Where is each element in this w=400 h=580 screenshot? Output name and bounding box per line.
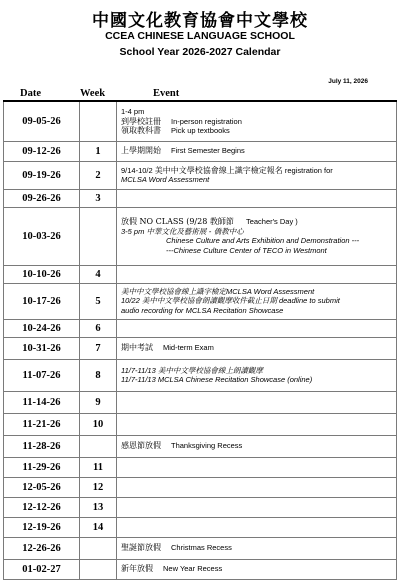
row-event (117, 161, 397, 189)
row-event (117, 319, 397, 337)
row-event (117, 457, 397, 477)
row-week (80, 559, 117, 579)
event-line (121, 117, 396, 127)
event-line (121, 107, 396, 117)
row-week: 6 (80, 319, 117, 337)
row-event (117, 283, 397, 319)
event-line (121, 564, 396, 574)
calendar-row (4, 477, 397, 497)
event-text: MCLSA Chinese Recitation Showcase (online) (157, 375, 313, 384)
row-week: 4 (80, 265, 117, 283)
event-line (121, 146, 396, 156)
event-line (121, 543, 396, 553)
row-event (117, 359, 397, 391)
event-chinese-text: 聖誕節放假 (121, 543, 161, 553)
row-week: 5 (80, 283, 117, 319)
calendar-row (4, 283, 397, 319)
event-english-text: Thanksgiving Recess (171, 441, 243, 451)
row-event (117, 101, 397, 141)
event-line (121, 175, 396, 185)
event-chinese-text: 期中考試 (121, 343, 153, 353)
event-date-prefix: 9/14-10/2 (121, 165, 155, 175)
row-date: 12-05-26 (4, 477, 80, 497)
calendar-row (4, 517, 397, 537)
event-date-prefix: 11/7-11/13 (121, 365, 158, 375)
event-line (121, 441, 396, 451)
row-week: 3 (80, 189, 117, 207)
row-date: 09-12-26 (4, 141, 80, 161)
column-headers (0, 88, 400, 100)
calendar-row (4, 559, 397, 579)
event-line (121, 217, 396, 227)
event-text: Chinese Culture and Arts Exhibition and Demonstration --- (166, 236, 360, 245)
row-week: 13 (80, 497, 117, 517)
event-chinese-text: 放假 NO CLASS (9/28 教師節 (121, 217, 234, 226)
week-column-header: Week (80, 88, 106, 99)
event-chinese-text: 美中中文學校協會線上識字檢定 (121, 286, 226, 296)
row-week (80, 101, 117, 141)
event-chinese-text: 到學校註冊 (121, 116, 161, 126)
calendar-row (4, 207, 397, 265)
row-date: 11-21-26 (4, 413, 80, 435)
event-chinese-text: 中華文化及藝術展 - 僑教中心 (146, 226, 244, 236)
event-english-text: Teacher's Day ) (243, 217, 298, 226)
calendar-row (4, 337, 397, 359)
calendar-table (3, 100, 397, 580)
event-chinese-text: 美中中文學校協會線上朗讀觀摩 (157, 365, 263, 375)
row-week: 14 (80, 517, 117, 537)
event-english-text: In-person registration (171, 116, 242, 126)
event-date-prefix: 3-5 pm (121, 226, 147, 236)
row-date: 11-29-26 (4, 457, 80, 477)
row-event (117, 189, 397, 207)
event-line (121, 366, 396, 376)
event-english-text: First Semester Begins (171, 146, 245, 156)
calendar-row (4, 161, 397, 189)
date-column-header: Date (20, 88, 41, 99)
event-line (121, 296, 396, 306)
row-event (117, 337, 397, 359)
row-date: 10-17-26 (4, 283, 80, 319)
row-date: 09-05-26 (4, 101, 80, 141)
event-chinese-text: 上學期開始 (121, 146, 161, 156)
row-date: 10-03-26 (4, 207, 80, 265)
row-date: 11-28-26 (4, 435, 80, 457)
row-event (117, 517, 397, 537)
row-date: 12-26-26 (4, 537, 80, 559)
event-line (121, 227, 396, 237)
school-title-chinese: 中國文化教育協會中文學校 (92, 11, 308, 31)
row-event (117, 435, 397, 457)
calendar-row (4, 457, 397, 477)
row-week (80, 537, 117, 559)
event-text: audio recording for MCLSA Recitation Showcase (121, 305, 284, 315)
event-chinese-text: 美中中文學校協會朗讀觀摩收件截止日期 (141, 296, 277, 306)
row-date: 12-12-26 (4, 497, 80, 517)
row-event (117, 265, 397, 283)
row-date: 01-02-27 (4, 559, 80, 579)
row-date: 12-19-26 (4, 517, 80, 537)
event-date-prefix: 10/22 (121, 296, 142, 306)
calendar-row (4, 189, 397, 207)
calendar-row (4, 359, 397, 391)
event-english-text: Pick up textbooks (171, 126, 230, 135)
row-week (80, 207, 117, 265)
event-line (121, 375, 396, 385)
row-date: 10-24-26 (4, 319, 80, 337)
row-date: 10-10-26 (4, 265, 80, 283)
event-line (121, 126, 396, 136)
calendar-row (4, 435, 397, 457)
event-text: 1-4 pm (121, 107, 145, 116)
row-event (117, 537, 397, 559)
row-week: 9 (80, 391, 117, 413)
calendar-row (4, 391, 397, 413)
row-event (117, 141, 397, 161)
row-week: 11 (80, 457, 117, 477)
calendar-row (4, 141, 397, 161)
row-date: 09-19-26 (4, 161, 80, 189)
event-column-header: Event (153, 88, 180, 99)
event-line (121, 306, 396, 316)
event-english-text: Christmas Recess (171, 543, 232, 553)
row-week (80, 435, 117, 457)
row-date: 10-31-26 (4, 337, 80, 359)
row-event (117, 477, 397, 497)
event-line (121, 166, 396, 176)
row-date: 11-07-26 (4, 359, 80, 391)
calendar-subtitle: School Year 2026-2027 Calendar (119, 46, 281, 58)
revision-date: July 11, 2026 (328, 78, 368, 85)
event-english-text: registration for (282, 165, 333, 175)
event-english-text: MCLSA Word Assessment (226, 286, 315, 296)
row-week: 2 (80, 161, 117, 189)
row-event (117, 559, 397, 579)
event-english-text: New Year Recess (163, 564, 223, 574)
calendar-row (4, 319, 397, 337)
event-english-text: deadline to submit (276, 296, 340, 306)
event-line (121, 287, 396, 297)
event-chinese-text: 感恩節放假 (121, 441, 161, 451)
calendar-row (4, 537, 397, 559)
event-english-text: Mid-term Exam (163, 343, 214, 353)
school-title-english: CCEA CHINESE LANGUAGE SCHOOL (105, 30, 295, 42)
row-event (117, 391, 397, 413)
calendar-row (4, 101, 397, 141)
row-week: 7 (80, 337, 117, 359)
event-date-prefix: 11/7-11/13 (121, 375, 158, 384)
row-week: 12 (80, 477, 117, 497)
event-chinese-text: 美中中文學校協會線上識字檢定報名 (154, 165, 283, 175)
event-line (121, 246, 396, 256)
event-chinese-text: 新年放假 (121, 564, 153, 574)
event-line (121, 343, 396, 353)
row-date: 11-14-26 (4, 391, 80, 413)
row-week: 1 (80, 141, 117, 161)
row-week: 10 (80, 413, 117, 435)
calendar-row (4, 413, 397, 435)
row-event (117, 207, 397, 265)
event-line (121, 236, 396, 246)
row-date: 09-26-26 (4, 189, 80, 207)
row-event (117, 497, 397, 517)
event-chinese-text: 領取教科書 (121, 126, 161, 135)
calendar-row (4, 265, 397, 283)
calendar-row (4, 497, 397, 517)
event-text: MCLSA Word Assessment (121, 175, 210, 184)
row-week: 8 (80, 359, 117, 391)
row-event (117, 413, 397, 435)
event-text: ---Chinese Culture Center of TECO in Westmont (166, 245, 327, 255)
